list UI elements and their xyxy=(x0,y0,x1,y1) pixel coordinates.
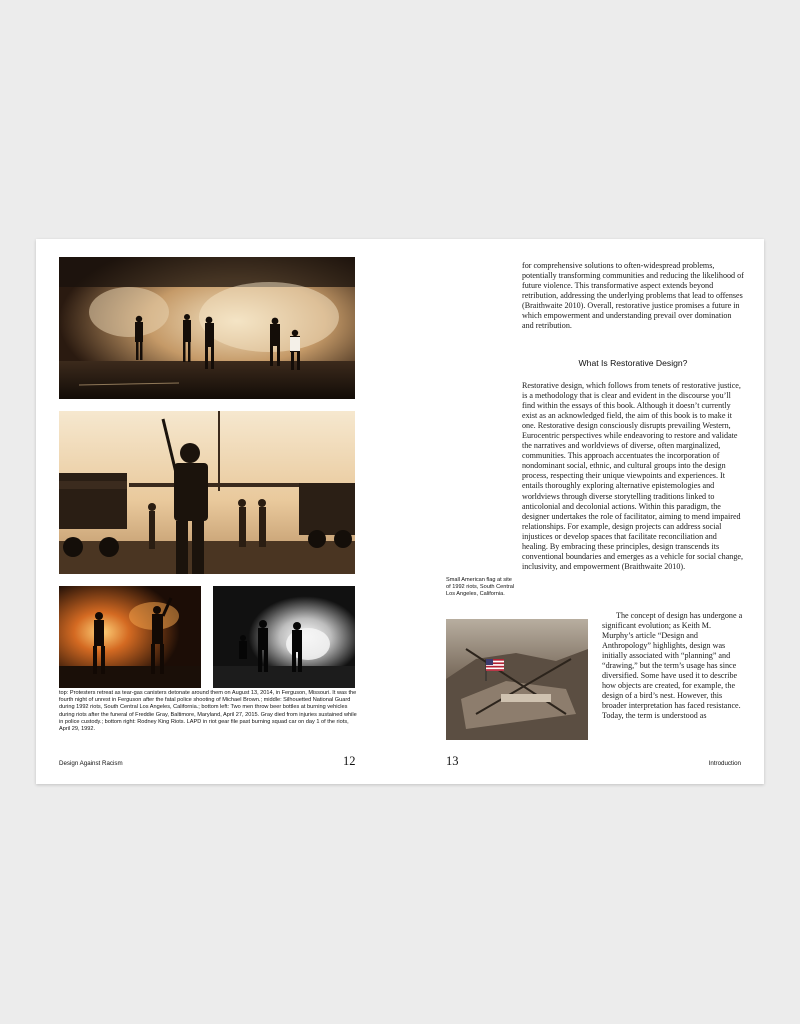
section-heading: What Is Restorative Design? xyxy=(578,358,688,368)
national-guard-silhouette-photo xyxy=(59,411,355,574)
beer-bottles-burning-vehicles-photo xyxy=(59,586,201,688)
american-flag-riot-site-photo xyxy=(446,619,588,740)
intro-paragraph-block xyxy=(522,261,744,331)
body-paragraph-block xyxy=(522,381,744,572)
wrap-paragraph-block xyxy=(602,611,744,722)
footer-section-title: Introduction xyxy=(708,760,741,767)
photo-caption: top: Protesters retreat as tear-gas canisters detonate around them on August 13, 2014, in Ferguson, Missouri. It was the fourth night of unrest in Ferguson after the fatal police shooting of Michael Brown.; middle: Silhouetted National Guard during 1992 riots, South Central Los Angeles, California.; bottom left: Two men throw beer bottles at burning vehicles during riots after the funeral of Freddie Gray, Baltimore, Maryland, April 27, 2015. Gray died from injuries sustained while in police custody.; bottom right: Rodney King Riots. LAPD in riot gear file past burning squad car on day 1 of the riots, April 29, 1992. xyxy=(59,690,357,733)
book-spread xyxy=(36,239,764,784)
body-paragraph: Restorative design, which follows from tenets of restorative justice, is a methodology that is clear and evident in the discourse you’ll find within the essays of this book. Although it doesn’t currently exist as an acknowledged field, the aim of this book is to make it one. Restorative design consciously disrupts prevailing Western, Eurocentric perspectives while endeavoring to restore and validate the narratives and worldviews of diverse, often marginalized, communities. This approach accentuates the incorporation of nondominant social, ethnic, and cultural groups into the design process, respecting their unique viewpoints and experiences. It entails thoroughly exploring alternative epistemologies and worldviews through diverse storytelling traditions linked to anticolonial and decolonial actions. Within this paradigm, the designer undertakes the role of facilitator, aiming to mend impaired relationships. For example, design projects can address social injustices or develop spaces that facilitate reconciliation and healing. By embracing these principles, design transcends its conventional boundaries and emerges as a vehicle for social change, inclusivity, and empowerment (Braithwaite 2010). xyxy=(522,381,743,571)
flag-photo-caption: Small American flag at site of 1992 riots, South Central Los Angeles, California. xyxy=(446,577,515,598)
riot-gear-burning-car-photo xyxy=(213,586,355,688)
footer-book-title: Design Against Racism xyxy=(59,760,123,767)
wrap-paragraph: The concept of design has undergone a significant evolution; as Keith M. Murphy’s article “Design and Anthropology” highlights, design was initially associated with “planning” and “drawing,” but the term’s usage has since diversified. Some have used it to describe how objects are created, for example, the design of a bird’s nest. However, this broader interpretation has faced resistance. Today, the term is understood as xyxy=(602,611,743,721)
page-number-left: 12 xyxy=(343,754,356,768)
tear-gas-protesters-photo xyxy=(59,257,355,399)
intro-paragraph: for comprehensive solutions to often-widespread problems, potentially transforming communities and reducing the likelihood of future violence. This transformative aspect extends beyond retribution, addressing the underlying problems that lead to offenses (Braithwaite 2010). Overall, restorative justice promises a future in which empowerment and understanding prevail over domination and retribution. xyxy=(522,261,744,331)
page-number-right: 13 xyxy=(446,754,459,768)
